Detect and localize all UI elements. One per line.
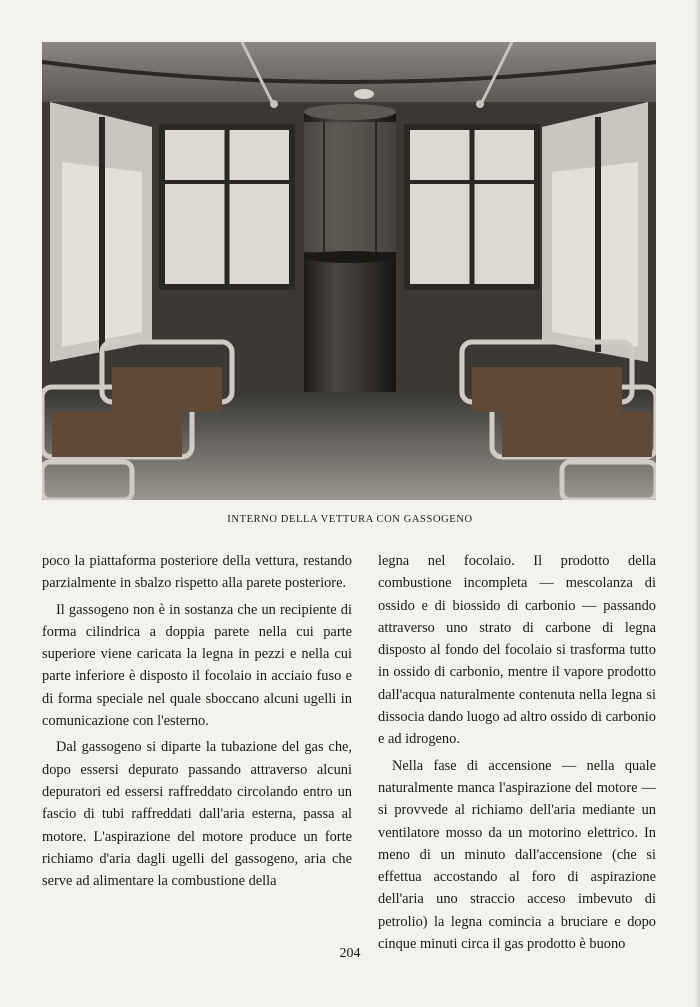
page-number: 204 <box>339 946 361 961</box>
page-edge-shadow <box>694 0 700 1007</box>
tram-interior-photo <box>42 42 656 500</box>
tram-interior-illustration <box>42 42 656 500</box>
figure-caption: INTERNO DELLA VETTURA CON GASSOGENO <box>227 514 473 525</box>
left-text-column <box>42 550 352 896</box>
paragraph: poco la piattaforma posteriore della vettura, restando parzialmente in sbalzo rispetto alla parete posteriore. <box>42 553 352 592</box>
paragraph: Il gassogeno non è in sostanza che un recipiente di forma cilindrica a doppia parete nella cui parte superiore viene caricata la legna in pezzi e nella cui parte inferiore è disposto il focolaio in acciaio fuso e di forma speciale nel quale sboccano alcuni ugelli in comunicazione con l'esterno. <box>42 601 352 730</box>
paragraph: Dal gassogeno si diparte la tubazione del gas che, dopo essersi depurato passando attraverso alcuni depuratori ed essersi raffreddato circolando entro un fascio di tubi raffreddati dall'aria esterna, passa al motore. L'aspirazione del motore produce un forte richiamo d'aria dagli ugelli del gassogeno, aria che serve ad alimentare la combustione della <box>42 739 352 890</box>
paragraph: legna nel focolaio. Il prodotto della combustione incompleta — mescolanza di ossido e di biossido di carbonio — passando attraverso uno strato di carbone di legna disposto al fondo del focolaio si trasforma tutto in ossido di carbonio, mentre il vapore prodotto dall'acqua naturalmente contenuta nella legna si dissocia dando luogo ad altro ossido di carbonio e ad idrogeno. <box>378 553 656 748</box>
paragraph: Nella fase di accensione — nella quale naturalmente manca l'aspirazione del motore — si provvede al richiamo dell'aria mediante un ventilatore mosso da un motorino elettrico. In meno di un minuto dall'accensione (che si effettua accostando al foro di aspirazione dell'aria uno straccio acceso imbevuto di petrolio) la legna comincia a bruciare e dopo cinque minuti circa il gas prodotto è buono <box>378 757 656 953</box>
right-text-column <box>378 550 656 959</box>
